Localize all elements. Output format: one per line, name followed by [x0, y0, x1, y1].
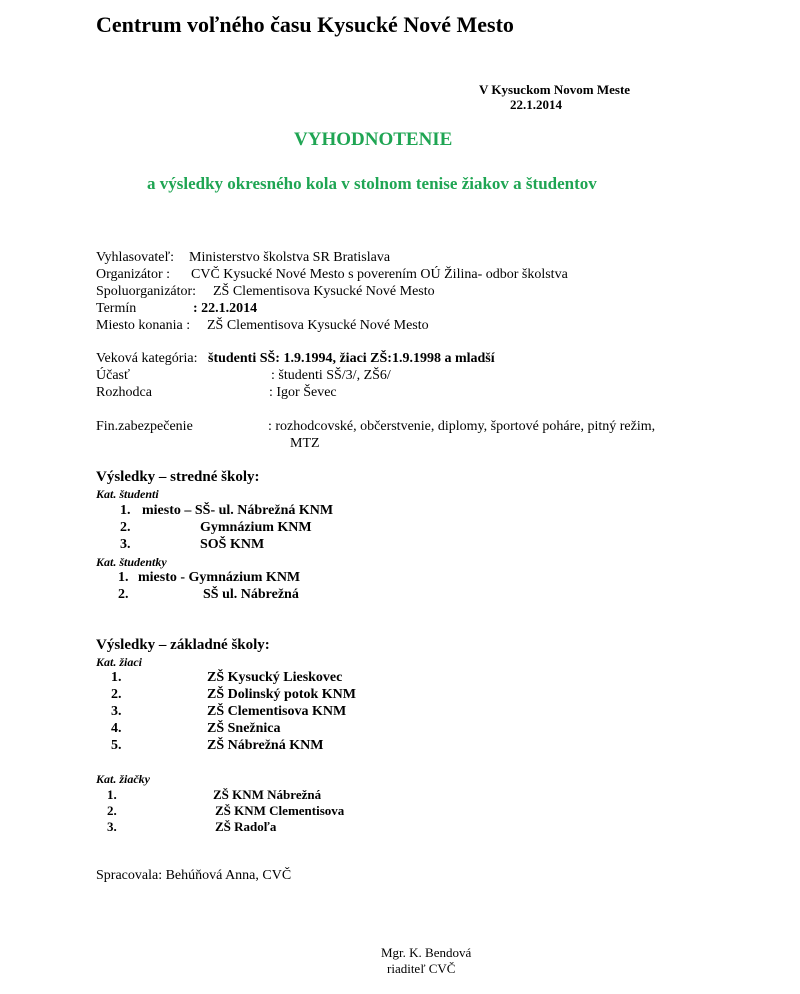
result-text: ZŠ Snežnica [207, 721, 281, 736]
prepared-by: Spracovala: Behúňová Anna, CVČ [96, 868, 292, 883]
participation-label: Účasť [96, 368, 130, 383]
term-value: : 22.1.2014 [193, 301, 258, 316]
result-number: 3. [107, 819, 117, 834]
announcer-value: Ministerstvo školstva SR Bratislava [189, 250, 391, 265]
age-label: Veková kategória: [96, 351, 198, 366]
result-text: ZŠ KNM Nábrežná [213, 787, 322, 802]
result-text: miesto - Gymnázium KNM [138, 570, 301, 585]
result-text: ZŠ KNM Clementisova [215, 803, 345, 818]
referee-label: Rozhodca [96, 385, 152, 400]
coorganizer-value: ZŠ Clementisova Kysucké Nové Mesto [213, 284, 435, 299]
finance-value-continued: MTZ [290, 436, 320, 451]
venue-label: Miesto konania : [96, 318, 191, 333]
subtitle: a výsledky okresného kola v stolnom tenise žiakov a študentov [147, 174, 597, 193]
result-number: 3. [120, 537, 131, 552]
result-number: 2. [120, 520, 131, 535]
secondary-cat-students: Kat. študenti [96, 487, 159, 501]
result-number: 1. [118, 570, 129, 585]
result-text: SŠ ul. Nábrežná [203, 587, 299, 602]
age-value: študenti SŠ: 1.9.1994, žiaci ZŠ:1.9.1998 a mladší [208, 351, 495, 366]
result-number: 3. [111, 704, 122, 719]
primary-cat-boys: Kat. žiaci [96, 655, 143, 669]
primary-cat-girls: Kat. žiačky [96, 772, 150, 786]
signer-name: Mgr. K. Bendová [381, 945, 472, 960]
header-title: Centrum voľného času Kysucké Nové Mesto [96, 12, 514, 37]
result-number: 1. [120, 503, 131, 518]
result-number: 1. [107, 787, 117, 802]
main-title: VYHODNOTENIE [294, 129, 453, 150]
result-text: ZŠ Kysucký Lieskovec [207, 670, 343, 685]
result-number: 2. [118, 587, 129, 602]
result-number: 1. [111, 670, 122, 685]
result-number: 5. [111, 738, 122, 753]
secondary-heading: Výsledky – stredné školy: [96, 469, 260, 485]
finance-value: : rozhodcovské, občerstvenie, diplomy, športové poháre, pitný režim, [268, 419, 656, 434]
announcer-label: Vyhlasovateľ: [96, 250, 175, 265]
result-text: ZŠ Nábrežná KNM [207, 738, 324, 753]
result-text: ZŠ Radoľa [215, 819, 277, 834]
referee-value: : Igor Ševec [269, 385, 337, 400]
coorganizer-label: Spoluorganizátor: [96, 284, 197, 299]
organizer-value: CVČ Kysucké Nové Mesto s poverením OÚ Žilina- odbor školstva [191, 267, 568, 282]
venue-value: ZŠ Clementisova Kysucké Nové Mesto [207, 318, 429, 333]
signer-role: riaditeľ CVČ [387, 961, 456, 976]
date-line: 22.1.2014 [510, 97, 562, 112]
place-line: V Kysuckom Novom Meste [479, 82, 631, 97]
result-number: 2. [111, 687, 122, 702]
result-number: 2. [107, 803, 117, 818]
result-text: ZŠ Clementisova KNM [207, 704, 347, 719]
result-text: ZŠ Dolinský potok KNM [207, 687, 356, 702]
result-number: 4. [111, 721, 122, 736]
result-text: miesto – SŠ- ul. Nábrežná KNM [142, 503, 334, 518]
result-text: Gymnázium KNM [200, 520, 312, 535]
participation-value: : študenti SŠ/3/, ZŠ6/ [271, 368, 391, 383]
primary-heading: Výsledky – základné školy: [96, 637, 270, 653]
finance-label: Fin.zabezpečenie [96, 419, 193, 434]
term-label: Termín [96, 301, 137, 316]
secondary-cat-female-students: Kat. študentky [96, 555, 167, 569]
organizer-label: Organizátor : [96, 267, 170, 282]
result-text: SOŠ KNM [200, 537, 265, 552]
